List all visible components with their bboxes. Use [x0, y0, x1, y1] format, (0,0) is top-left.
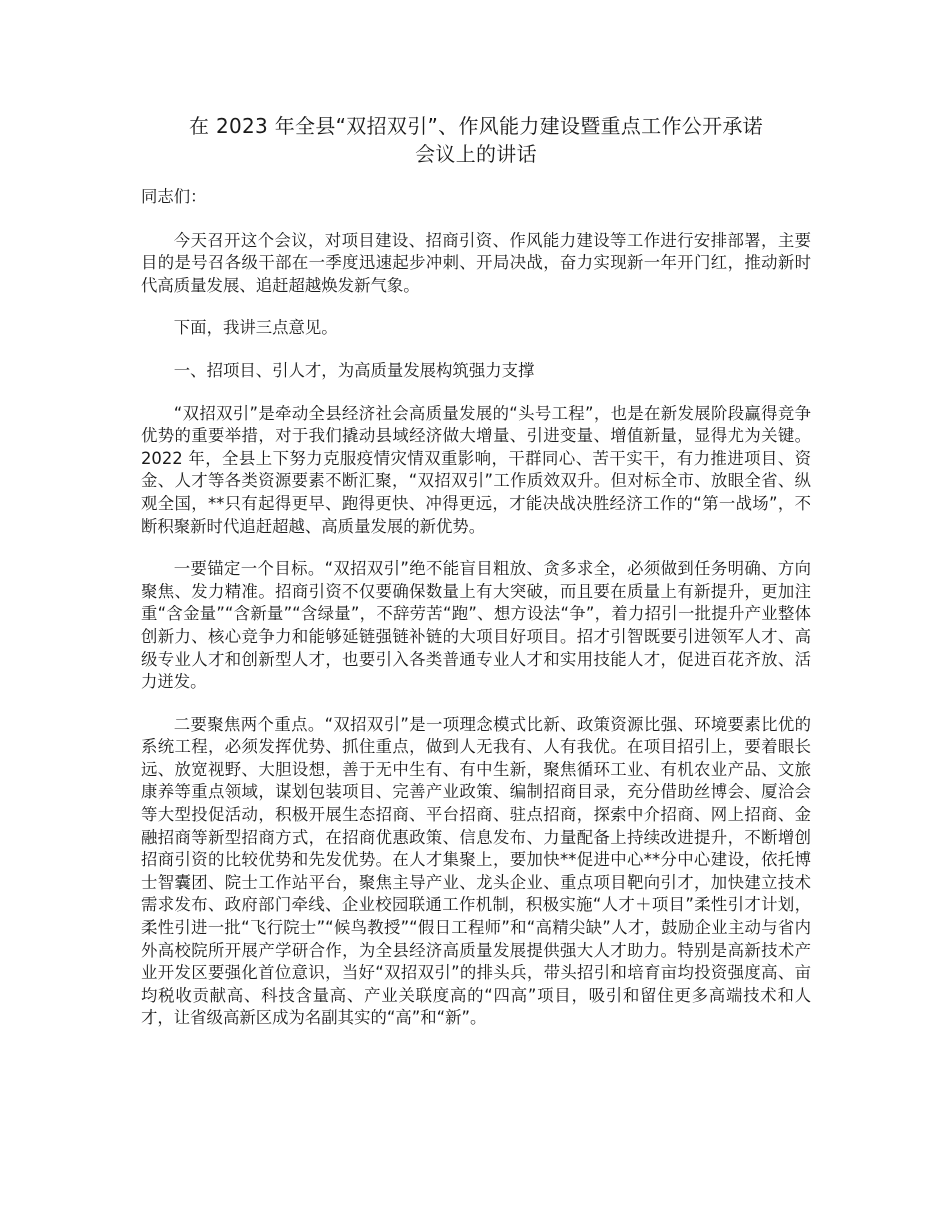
greeting: 同志们： [141, 187, 207, 206]
paragraph-point-1: 一要锚定一个目标。“双招双引”绝不能盲目粗放、贪多求全，必须做到任务明确、方向聚焦、发力精准。招商引资不仅要确保数量上有大突破，而且要在质量上有新提升，更加注重“含金量”“含新量”“含绿量”，不辞劳苦“跑”、想方设法“争”，着力招引一批提升产业整体创新力、核心竞争力和能够延链强链补链的大项目好项目。招才引智既要引进领军人才、高级专业人才和创新型人才，也要引入各类普通专业人才和实用技能人才，促进百花齐放、活力迸发。 [141, 559, 811, 692]
paragraph-opening: 今天召开这个会议，对项目建设、招商引资、作风能力建设等工作进行安排部署，主要目的是号召各级干部在一季度迅速起步冲刺、开局决战，奋力实现新一年开门红，推动新时代高质量发展、追赶超越焕发新气象。 [141, 230, 811, 295]
document-title [141, 112, 811, 168]
paragraph-point-2: 二要聚焦两个重点。“双招双引”是一项理念模式比新、政策资源比强、环境要素比优的系统工程，必须发挥优势、抓住重点，做到人无我有、人有我优。在项目招引上，要着眼长远、放宽视野、大胆设想，善于无中生有、有中生新，聚焦循环工业、有机农业产品、文旅康养等重点领域，谋划包装项目、完善产业政策、编制招商目录，充分借助丝博会、厦洽会等大型投促活动，积极开展生态招商、平台招商、驻点招商，探索中介招商、网上招商、金融招商等新型招商方式，在招商优惠政策、信息发布、力量配备上持续改进提升，不断增创招商引资的比较优势和先发优势。在人才集聚上，要加快**促进中心**分中心建设，依托博士智囊团、院士工作站平台，聚焦主导产业、龙头企业、重点项目靶向引才，加快建立技术需求发布、政府部门牵线、企业校园联通工作机制，积极实施“人才＋项目”柔性引才计划，柔性引进一批“飞行院士”“候鸟教授”“假日工程师”和“高精尖缺”人才，鼓励企业主动与省内外高校院所开展产学研合作，为全县经济高质量发展提供强大人才助力。特别是高新技术产业开发区要强化首位意识，当好“双招双引”的排头兵，带头招引和培育亩均投资强度高、亩均税收贡献高、科技含量高、产业关联度高的“四高”项目，吸引和留住更多高端技术和人才，让省级高新区成为名副其实的“高”和“新”。 [141, 714, 811, 1028]
paragraph-section-1-intro: “双招双引”是牵动全县经济社会高质量发展的“头号工程”，也是在新发展阶段赢得竞争优势的重要举措，对于我们撬动县域经济做大增量、引进变量、增值新量，显得尤为关键。2022 年，全县上下努力克服疫情灾情双重影响，干群同心、苦干实干，有力推进项目、资金、人才等各类资源要素不断汇聚，“双招双引”工作质效双升。但对标全市、放眼全省、纵观全国，**只有起得更早、跑得更快、冲得更远，才能决战决胜经济工作的“第一战场”，不断积聚新时代追赶超越、高质量发展的新优势。 [141, 403, 811, 536]
document-page [141, 112, 811, 1050]
title-line-1: 在 2023 年全县“双招双引”、作风能力建设暨重点工作公开承诺 [189, 114, 763, 138]
section-heading-1: 一、招项目、引人才，为高质量发展构筑强力支撑 [173, 360, 535, 380]
paragraph-outline: 下面，我讲三点意见。 [173, 318, 338, 338]
title-line-2: 会议上的讲话 [415, 142, 537, 166]
